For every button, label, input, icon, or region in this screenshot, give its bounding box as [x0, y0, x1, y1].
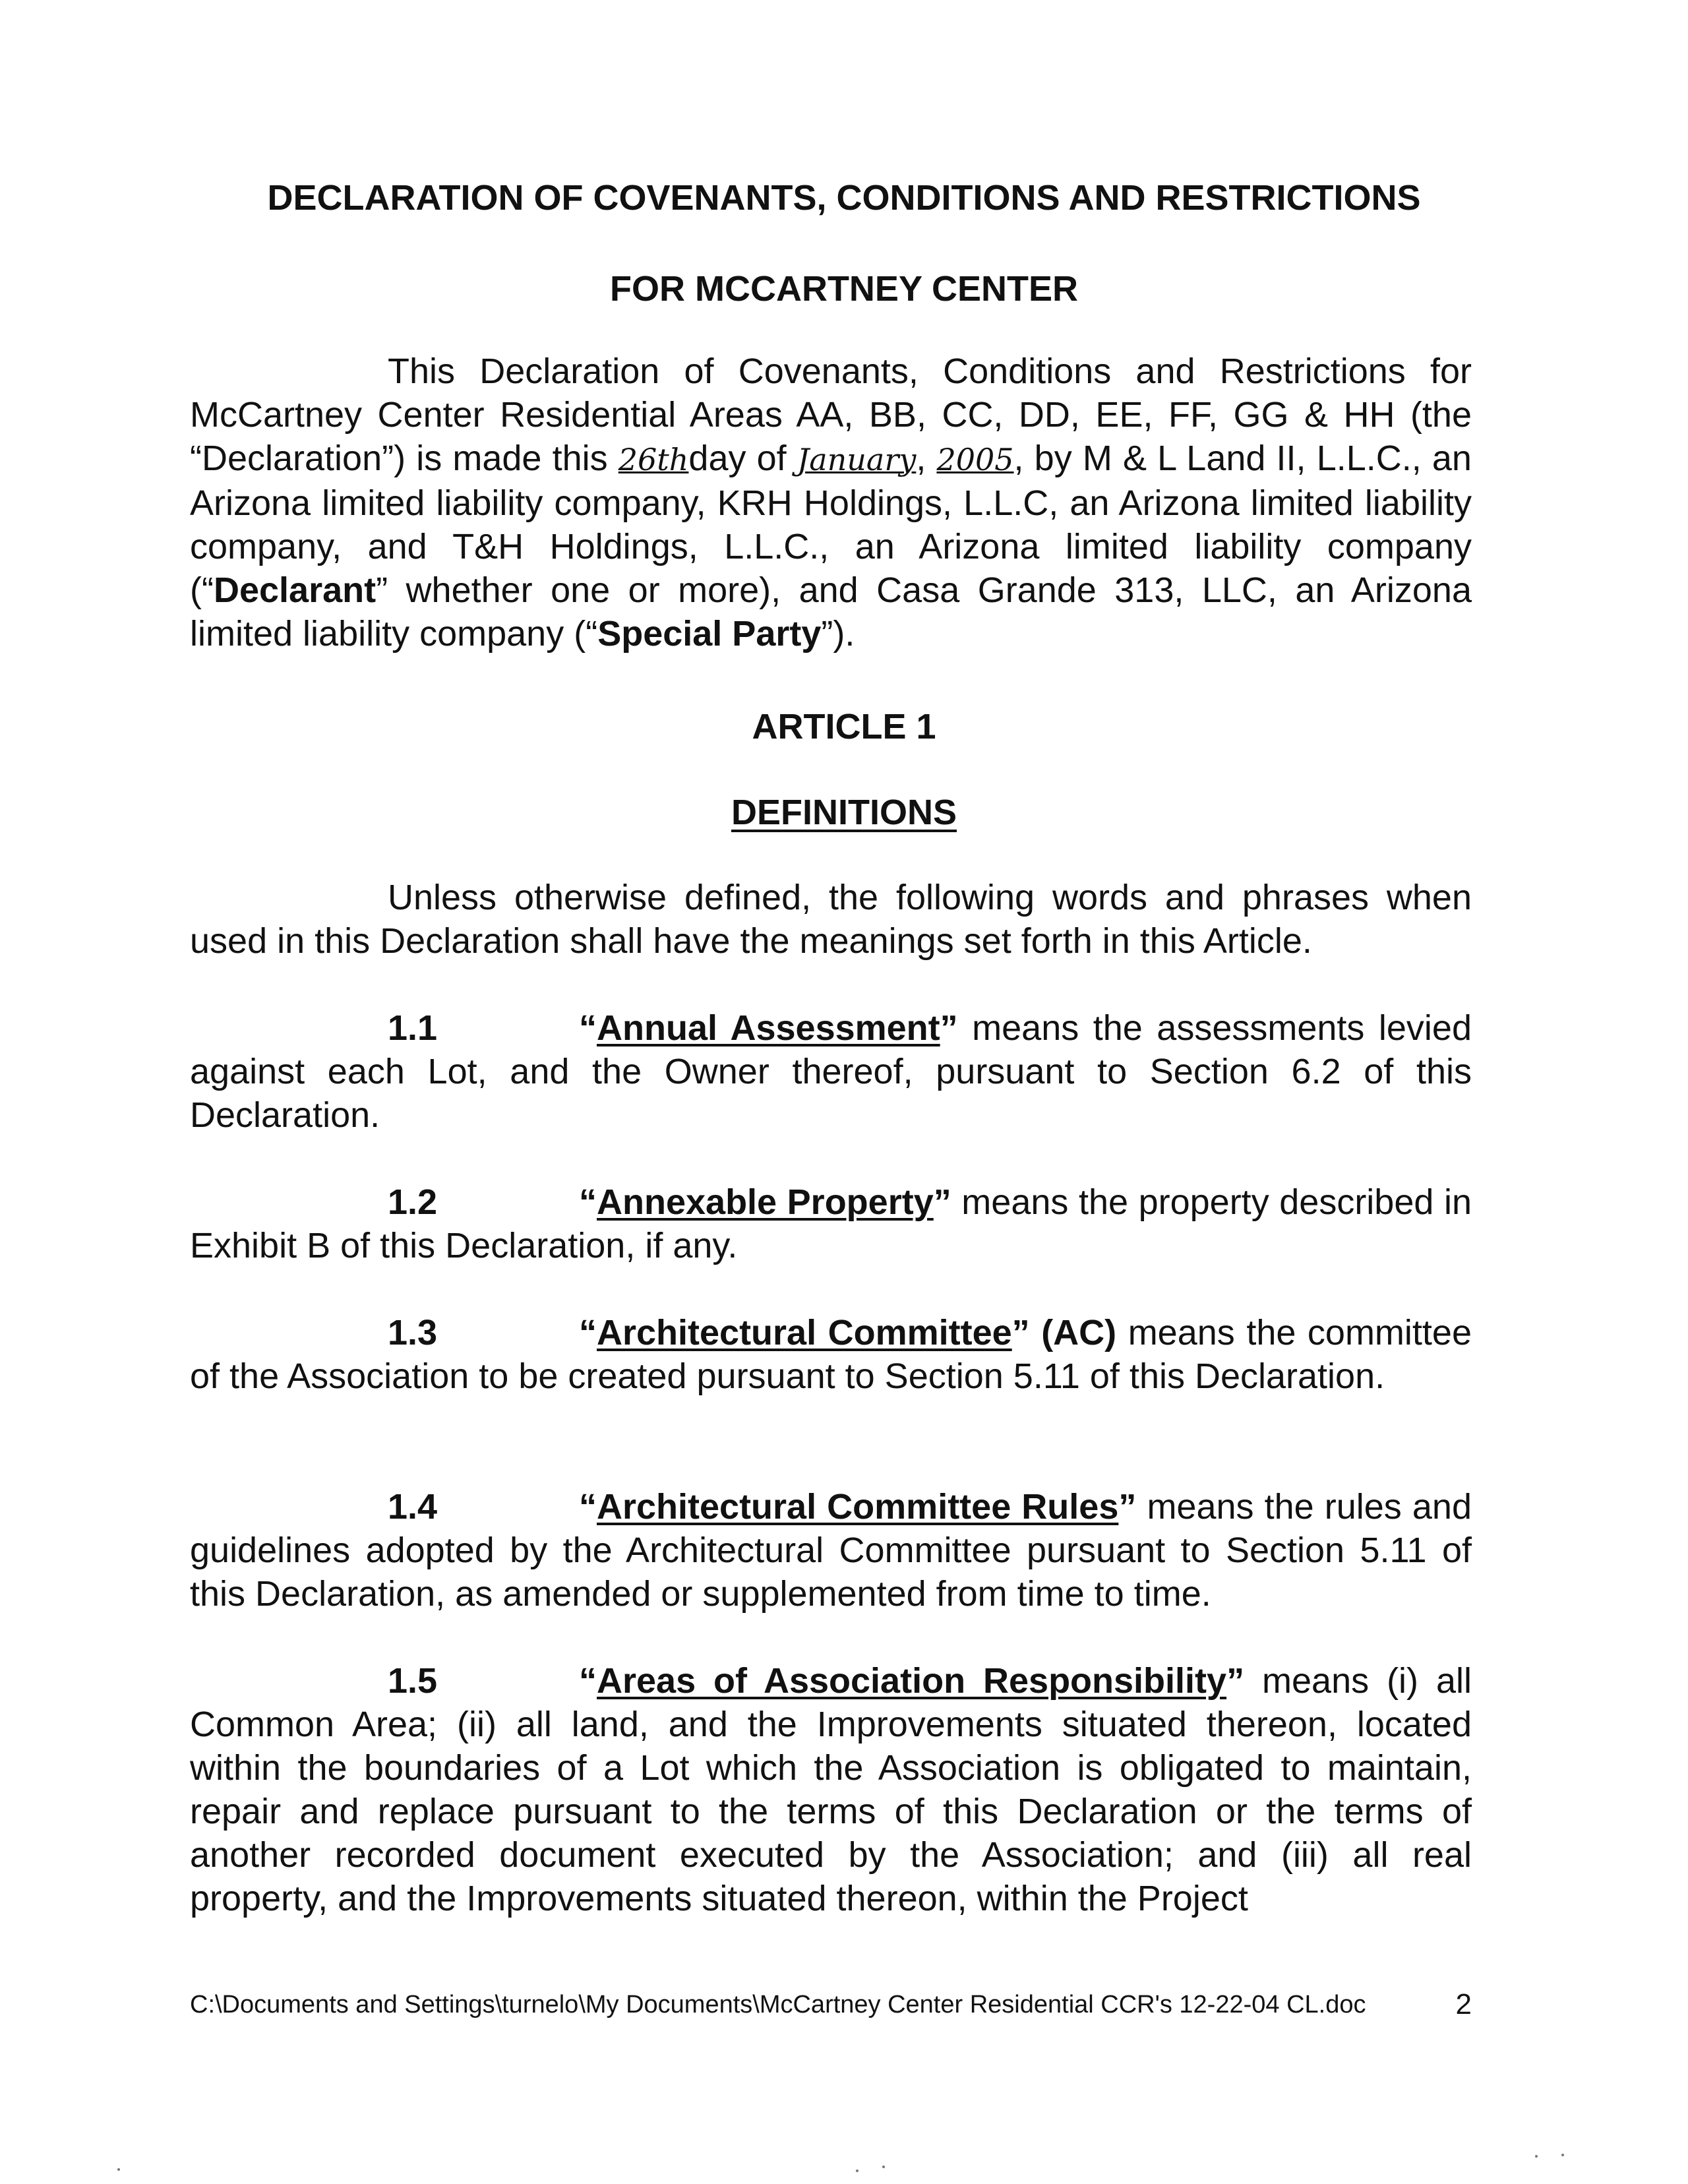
open-quote: “ — [579, 1661, 597, 1701]
definition-1-4 — [190, 1485, 1472, 1616]
defined-term: Areas of Association Responsibility — [597, 1661, 1227, 1701]
close-quote: ” — [933, 1182, 951, 1222]
defined-term: Architectural Committee Rules — [597, 1487, 1119, 1527]
intro-text-3: , — [916, 439, 937, 478]
intro-text-5: ” whether one or more), and Casa Grande 313, LLC, an Arizona limited liability company (“ — [190, 570, 1472, 653]
open-quote: “ — [579, 1313, 597, 1352]
term-abbreviation: (AC) — [1029, 1313, 1117, 1352]
open-quote: “ — [579, 1008, 597, 1048]
definition-text: means (i) all Common Area; (ii) all land, and the Improvements situated thereon, located within the boundaries of a Lot which the Association is obligated to maintain, repair and replace pursuant to the terms of this Declaration or the terms of another recorded document executed by the Association; and (iii) all real property, and the Improvements situated thereon, within the Project — [190, 1661, 1472, 1918]
special-party-term: Special Party — [597, 614, 822, 653]
intro-text-4: , by M & L Land II, L.L.C., an Arizona limited liability company, KRH Holdings, L.L.C, an Arizona limited liability company, and T&H Holdings, L.L.C., an Arizona limited liability company (“ — [190, 439, 1472, 610]
declarant-term: Declarant — [213, 570, 377, 610]
handwritten-day: 26th — [618, 442, 689, 477]
definition-text: means the property described in Exhibit B of this Declaration, if any. — [190, 1182, 1472, 1265]
scan-speck — [1535, 2155, 1538, 2158]
section-number: 1.4 — [388, 1487, 438, 1527]
article-subheading: DEFINITIONS — [731, 793, 957, 832]
definition-text: means the rules and guidelines adopted by the Architectural Committee pursuant to Section 5.11 of this Declaration, as amended or supplemented from time to time. — [190, 1487, 1472, 1614]
scan-speck — [117, 2168, 120, 2171]
document-subtitle: FOR MCCARTNEY CENTER — [609, 269, 1078, 309]
definition-1-5 — [190, 1659, 1472, 1920]
document-title: DECLARATION OF COVENANTS, CONDITIONS AND RESTRICTIONS — [267, 178, 1421, 218]
defined-term: Annual Assessment — [597, 1008, 940, 1048]
open-quote: “ — [579, 1182, 597, 1222]
section-number: 1.1 — [388, 1008, 438, 1048]
scan-speck — [1561, 2154, 1564, 2156]
open-quote: “ — [579, 1487, 597, 1527]
intro-text-2: day of — [688, 439, 797, 478]
intro-paragraph — [190, 349, 1472, 655]
definitions-intro-text: Unless otherwise defined, the following words and phrases when used in this Declaration shall have the meanings set forth in this Article. — [190, 878, 1472, 961]
definition-1-2 — [190, 1180, 1472, 1267]
close-quote: ” — [1118, 1487, 1137, 1527]
definition-1-3 — [190, 1311, 1472, 1398]
handwritten-year: 2005 — [936, 442, 1014, 477]
page-number: 2 — [1455, 1988, 1472, 2020]
section-number: 1.2 — [388, 1182, 438, 1222]
footer-file-path: C:\Documents and Settings\turnelo\My Documents\McCartney Center Residential CCR's 12-22-04 CL.doc — [190, 1991, 1366, 2018]
close-quote: ” — [1226, 1661, 1245, 1701]
definition-1-1 — [190, 1006, 1472, 1137]
definition-text: means the assessments levied against each Lot, and the Owner thereof, pursuant to Section 6.2 of this Declaration. — [190, 1008, 1472, 1135]
section-number: 1.3 — [388, 1313, 438, 1352]
defined-term: Architectural Committee — [597, 1313, 1012, 1352]
definitions-intro — [190, 876, 1472, 963]
close-quote: ” — [1011, 1313, 1030, 1352]
definition-text: means the committee of the Association to be created pursuant to Section 5.11 of this Declaration. — [190, 1313, 1472, 1396]
intro-text-1: This Declaration of Covenants, Conditions and Restrictions for McCartney Center Residential Areas AA, BB, CC, DD, EE, FF, GG & HH (the “Declaration”) is made this — [190, 351, 1472, 478]
close-quote: ” — [940, 1008, 958, 1048]
scan-speck — [856, 2169, 859, 2172]
scan-speck — [882, 2166, 885, 2168]
section-number: 1.5 — [388, 1661, 438, 1701]
intro-text-6: ”). — [821, 614, 855, 653]
handwritten-month: January — [797, 442, 917, 477]
article-heading: ARTICLE 1 — [752, 707, 936, 746]
defined-term: Annexable Property — [597, 1182, 934, 1222]
